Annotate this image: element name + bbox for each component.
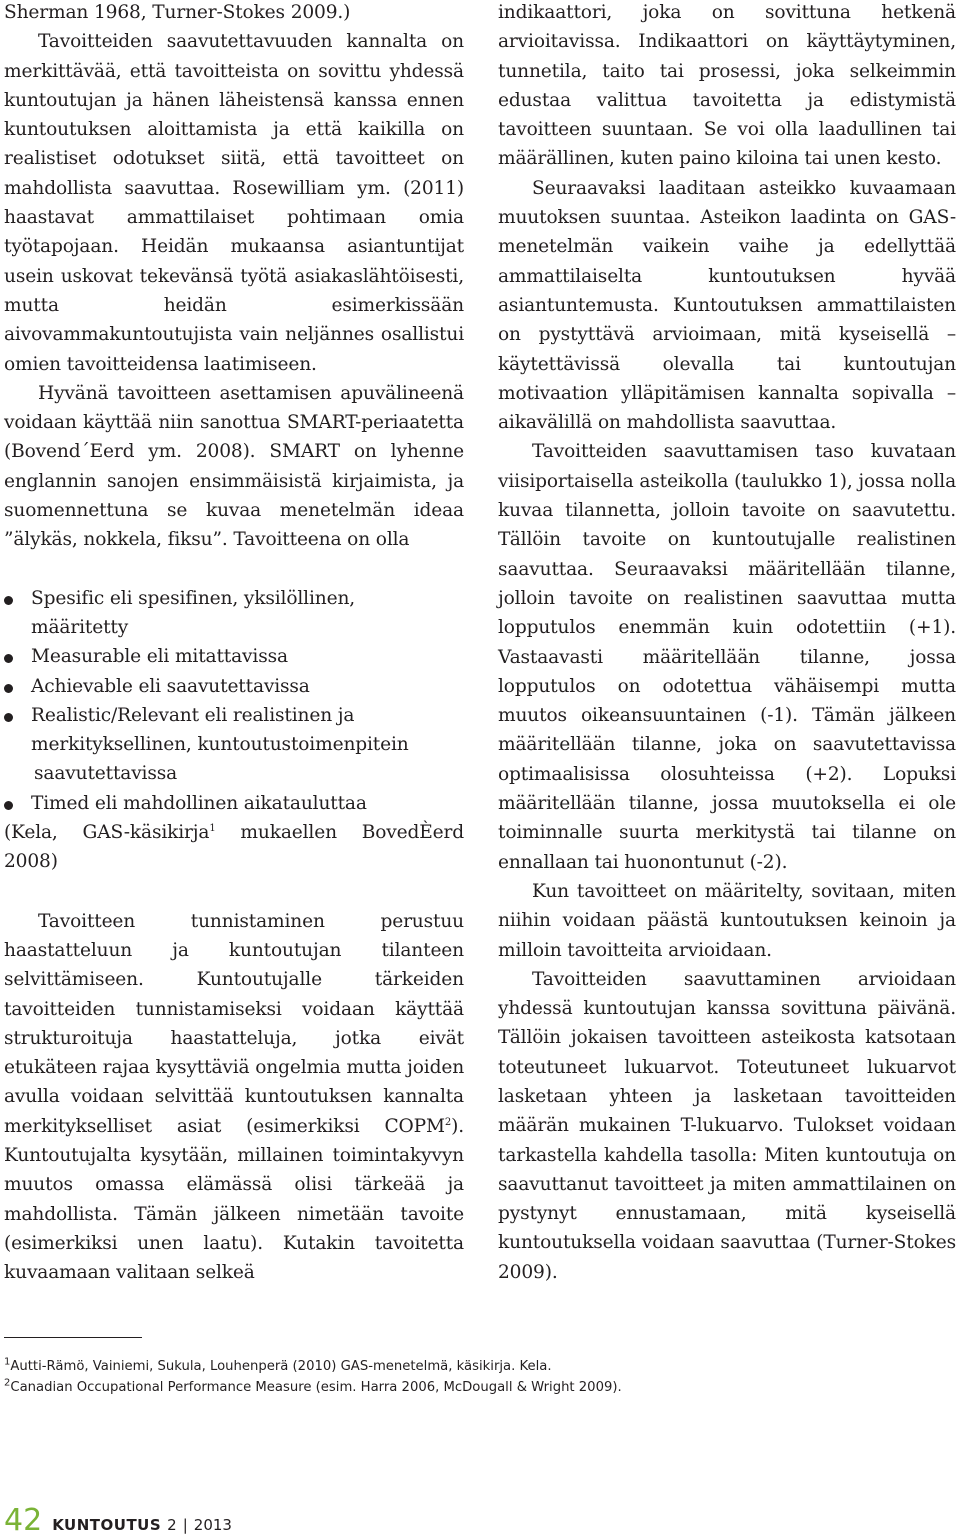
- spacer: [4, 555, 464, 584]
- text-run: Tavoitteen tunnistaminen perustuu haastatteluun ja kuntoutujan tilanteen selvittämiseen. Kuntoutujalle tärkeiden tavoitteiden tunnistamiseksi voidaan käyttää strukturoituja haastatteluja, jotka eivät etukäteen rajaa kysyttäviä ongelmia mutta joiden avulla voidaan selvittää kuntoutuksen kannalta merkitykselliset asiat (esimerkiksi COPM: [4, 910, 465, 1137]
- list-item-text: Achievable eli saavutettavissa: [31, 675, 310, 697]
- list-item-text: Timed eli mahdollinen aikatauluttaa: [31, 792, 367, 814]
- footnote-text: Canadian Occupational Performance Measure (esim. Harra 2006, McDougall & Wright 2009).: [10, 1380, 622, 1395]
- page-footer: [4, 1503, 232, 1538]
- smart-list: [4, 584, 464, 818]
- list-item: [4, 672, 464, 701]
- paragraph: Kun tavoitteet on määritelty, sovitaan, miten niihin voidaan päästä kuntoutuksen keinoin ja milloin tavoitteita arvioidaan.: [498, 880, 956, 961]
- bullet-icon: [4, 801, 13, 810]
- page-number: 42: [4, 1503, 43, 1538]
- paragraph: [4, 818, 464, 877]
- footnote-divider: [4, 1337, 142, 1338]
- bullet-icon: [4, 684, 13, 693]
- footer-separator: |: [182, 1516, 188, 1534]
- footnote: [4, 1356, 944, 1377]
- list-item: [4, 701, 464, 789]
- bullet-icon: [4, 713, 13, 722]
- paragraph: [4, 907, 464, 1288]
- paragraph: Hyvänä tavoitteen asettamisen apuvälineenä voidaan käyttää niin sanottua SMART-periaatetta (Bovend´Eerd ym. 2008). SMART on lyhenne englannin sanojen ensimmäisistä kirjaimista, ja suomennettuna se kuvaa menetelmän ideaa ”älykäs, nokkela, fiksu”. Tavoitteena on olla: [4, 382, 464, 551]
- footnotes: [4, 1356, 944, 1398]
- footnote-text: Autti-Rämö, Vainiemi, Sukula, Louhenperä (2010) GAS-menetelmä, käsikirja. Kela.: [10, 1359, 552, 1374]
- magazine-name: KUNTOUTUS: [52, 1516, 162, 1534]
- paragraph: Sherman 1968, Turner-Stokes 2009.): [4, 2, 351, 23]
- footnote-number: 1: [4, 1356, 11, 1368]
- list-item-text: Spesific eli spesifinen, yksilöllinen,: [31, 587, 356, 609]
- list-item: [4, 584, 464, 643]
- bullet-icon: [4, 654, 13, 663]
- paragraph: Tavoitteiden saavutettavuuden kannalta on merkittävää, että tavoitteista on sovittu yhdessä kuntoutujan ja hänen läheistensä kanssa ennen kuntoutuksen aloittamista ja että kaikilla on realistiset odotukset siitä, että tavoitteet on mahdollista saavuttaa. Rosewilliam ym. (2011) haastavat ammattilaiset pohtimaan omia työtapojaan. Heidän mukaansa asiantuntijat usein uskovat tekevänsä työtä asiakaslähtöisesti, mutta heidän esimerkissään aivovammakuntoutujista vain neljännes osallistui omien tavoitteidensa laatimiseen.: [4, 31, 464, 375]
- list-item-text: merkityksellinen, kuntoutustoimenpitein: [31, 734, 409, 756]
- paragraph: Tavoitteiden saavuttaminen arvioidaan yhdessä kuntoutujan kanssa sovittuna päivänä. Tällöin jokaisen tavoitteen asteikosta katsotaan toteutuneet lukuarvot. Toteutuneet lukuarvot lasketaan yhteen ja lasketaan tavoitteiden määrän mukainen T-lukuarvo. Tulokset voidaan tarkastella kahdella tasolla: Miten kuntoutuja on saavuttanut tavoitteet ja miten ammattilainen on pystynyt ennustamaan, mitä kyseisellä kuntoutuksella voidaan saavuttaa (Turner-Stokes 2009).: [498, 968, 956, 1283]
- list-item-text: saavutettavissa: [34, 763, 178, 785]
- paragraph: indikaattori, joka on sovittuna hetkenä arvioitavissa. Indikaattori on käyttäytyminen, tunnetila, taito tai prosessi, joka selkeimmin edustaa valittua tavoitetta ja edistymistä tavoitteen suuntaan. Se voi olla laadullinen tai määrällinen, kuten paino kiloina tai unen kesto.: [498, 2, 956, 170]
- footnote-ref: 2: [444, 1116, 452, 1128]
- text-run: mukaellen BovedÈerd 2008): [4, 822, 465, 873]
- issue-year: 2013: [193, 1516, 232, 1534]
- list-item: [4, 642, 464, 671]
- spacer: [4, 877, 464, 907]
- right-column: [498, 0, 956, 1287]
- list-item-text: Measurable eli mitattavissa: [31, 646, 288, 668]
- text-run: ). Kuntoutujalta kysytään, millainen toimintakyvyn muutos omassa elämässä olisi tärkeää ja mahdollista. Tämän jälkeen nimetään tavoite (esimerkiksi unen laatu). Kutakin tavoitetta kuvaamaan valitaan selkeä: [4, 1115, 464, 1284]
- text-run: (Kela, GAS-käsikirja: [4, 822, 210, 844]
- left-column: [4, 0, 464, 1287]
- bullet-icon: [4, 596, 13, 605]
- footnote-number: 2: [4, 1377, 11, 1389]
- list-item-text: määritetty: [31, 616, 129, 638]
- footnote-ref: 1: [209, 822, 216, 834]
- paragraph: Seuraavaksi laaditaan asteikko kuvaamaan muutoksen suuntaa. Asteikon laadinta on GAS-menetelmän vaikein vaihe ja edellyttää ammattilaiselta kuntoutuksen hyvää asiantuntemusta. Kuntoutuksen ammattilaisten on pystyttävä arvioimaan, mitä kyseisellä – käytettävissä olevalla tai kuntoutujan motivaation ylläpitämisen kannalta sopivalla – aikavälillä on mahdollista saavuttaa.: [498, 177, 956, 434]
- list-item: [4, 789, 464, 818]
- list-item-text: Realistic/Relevant eli realistinen ja: [31, 704, 355, 726]
- footnote: [4, 1377, 944, 1398]
- issue-number: 2: [167, 1516, 177, 1534]
- paragraph: Tavoitteiden saavuttamisen taso kuvataan viisiportaisella asteikolla (taulukko 1), jossa nolla kuvaa tilannetta, jolloin tavoite on saavutettu. Tällöin tavoite on kuntoutujalle realistinen saavuttaa. Seuraavaksi määritellään tilanne, jolloin tavoite on realistinen saavuttaa mutta lopputulos enemmän kuin odotettiin (+1). Vastaavasti määritellään tilanne, jossa lopputulos on odotettua vähäisempi mutta muutos oikeansuuntainen (-1). Tämän jälkeen määritellään tilanne, joka on saavutettavissa optimaalisissa olosuhteissa (+2). Lopuksi määritellään tilanne, jossa muutoksella ei ole toiminnalle suurta merkitystä tai tilanne on ennallaan tai huonontunut (-2).: [498, 441, 956, 873]
